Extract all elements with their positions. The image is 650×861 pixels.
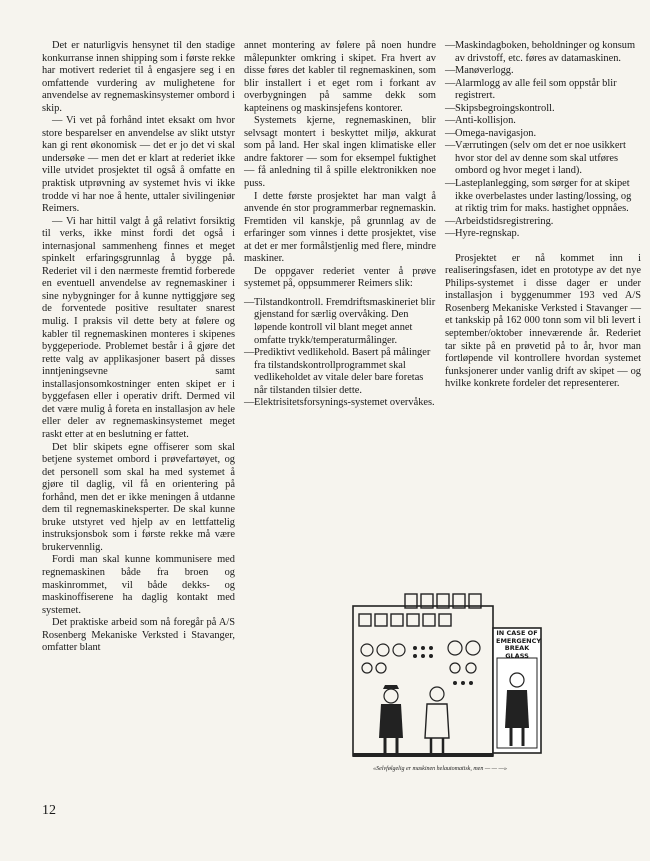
column-left <box>42 40 235 655</box>
emergency-sign: IN CASE OF EMERGENCY BREAK GLASS <box>496 629 542 660</box>
paragraph: Systemets kjerne, regnemaskinen, blir selvsagt montert i beskyttet miljø, akkurat som på land. Her skal ingen klimatiske eller andre faktorer — som for eksempel fuktighet — få anledning til å spille elektronikken noe puss. <box>244 115 436 190</box>
task-list <box>445 40 641 241</box>
paragraph: De oppgaver rederiet venter å prøve systemet på, oppsummerer Reimers slik: <box>244 265 436 290</box>
page-number: 12 <box>42 803 56 818</box>
list-item: — Skipsbegroingskontroll. <box>445 103 641 116</box>
paragraph: — Vi vet på forhånd intet eksakt om hvor store besparelser en anvendelse av slikt utstyr kan gi rent økonomisk — det er jo det vi skal undersøke — men det er klart at rederiet ikke ville utvidet prosjektet til også å omfatte en praktisk utprøvning av systemet hvis vi ikke trodde vi har noe å hente, uttaler sivilingeniør Reimers. <box>42 115 235 215</box>
paragraph: Det blir skipets egne offiserer som skal betjene systemet ombord i prøvefartøyet, og det personell som skal ha med systemet å gjøre til daglig, vil få en orientering på forhånd, men det er ikke meningen å utdanne dem til regnemaskineksperter. De skal kunne bruke utstyret ved hjelp av en lettfattelig instruksjonsbok som i første rekke må være brukervennlig. <box>42 441 235 553</box>
list-item: — Arbeidstidsregistrering. <box>445 216 641 229</box>
list-item: — Lasteplanlegging, som sørger for at skipet ikke overbelastes under lasting/lossing, og at riktig trim for maks. hastighet oppnåes. <box>445 178 641 216</box>
paragraph: I dette første prosjektet har man valgt å anvende én stor programmerbar regnemaskin. Fremtiden vil kanskje, på grunnlag av de erfaringer som vinnes i dette prosjektet, vise at det er mer formålstjenlig med flere, mindre maskiner. <box>244 190 436 265</box>
paragraph: Det praktiske arbeid som nå foregår på A/S Rosenberg Mekaniske Verksted i Stavanger, omfatter blant <box>42 617 235 654</box>
cartoon-illustration <box>345 588 545 763</box>
column-middle <box>244 40 436 410</box>
list-item: — Anti-kollisjon. <box>445 115 641 128</box>
cartoon-caption: «Selvfølgelig er maskinen helautomatisk, men — — —» <box>373 766 507 772</box>
list-item: — Tilstandkontroll. Fremdriftsmaskineriet blir gjenstand for særlig overvåking. Den løpende kontroll vil blant meget annet omfatte trykk/temperaturmålinger. <box>244 297 436 347</box>
list-item: — Prediktivt vedlikehold. Basert på målinger fra tilstandskontrollprogrammet skal vedlikeholdet av vitale deler bare foretas når tilstanden tilsier dette. <box>244 347 436 397</box>
list-item: — Værrutingen (selv om det er noe usikkert hvor stor del av denne som skal utføres ombord og hvor meget i land). <box>445 140 641 178</box>
column-right <box>445 40 641 391</box>
list-item: — Maskindagboken, beholdninger og konsum av drivstoff, etc. føres av datamaskinen. <box>445 40 641 65</box>
list-item: — Elektrisitetsforsynings-systemet overvåkes. <box>244 397 436 410</box>
paragraph: — Vi har hittil valgt å gå relativt forsiktig til verks, ikke minst fordi det også i internasjonal sammenheng finnes et meget spinkelt erfaringsgrunnlag å bygge på. Rederiet vil i den nærmeste fremtid forberede en eventuell anvendelse av regnemaskiner i sine nybygninger for å kunne nyttiggjøre seg de forventede positive resultater snarest mulig. I praksis vil dette bety at følere og kabler til regnemaskinen monteres i skipenes byggeperiode. Problemet består i å gjøre det rette valg av applikasjoner basert på disses inntjeningsevne samt installasjonsomkostninger enten skipet er i byggefasen eller i operativ drift. Dermed vil det være mulig å foreta en installasjon av hele eller deler av regnemaskinsystemet meget raskt etter at en beslutning er fattet. <box>42 215 235 440</box>
paragraph: annet montering av følere på noen hundre målepunkter omkring i skipet. Fra hvert av disse føres det kabler til regnemaskinen, som blir installert i et eget rom i forkant av overbygningen på samme dekk som kapteinens og maskinsjefens kontorer. <box>244 40 436 114</box>
task-list <box>244 297 436 410</box>
paragraph: Det er naturligvis hensynet til den stadige konkurranse innen shipping som i første rekke har motivert rederiet til å engasjere seg i en omfattende vurdering av mulighetene for anvendelse av regnemaskinsystemer ombord i skip. <box>42 40 235 114</box>
paragraph: Fordi man skal kunne kommunisere med regnemaskinen både fra broen og maskinrommet, vil både dekks- og maskinoffiserene ha daglig kontakt med systemet. <box>42 554 235 616</box>
list-item: — Omega-navigasjon. <box>445 128 641 141</box>
list-item: — Manøverlogg. <box>445 65 641 78</box>
paragraph: Prosjektet er nå kommet inn i realiseringsfasen, idet en prototype av det nye Philips-systemet i disse dager er under installasjon i byggenummer 193 ved A/S Rosenberg Mekaniske Verksted i Stavanger — et tankskip på 162 000 tonn som vil bli levert i september/oktober inneværende år. Rederiet tar sikte på en prøvetid på to år, hvor man fortløpende vil kontrollere hvordan systemet funksjonerer under vanlig drift av skipet — og hvilke konkrete fordeler det representerer. <box>445 252 641 390</box>
list-item: — Alarmlogg av alle feil som oppstår blir registrert. <box>445 78 641 103</box>
list-item: — Hyre-regnskap. <box>445 228 641 241</box>
